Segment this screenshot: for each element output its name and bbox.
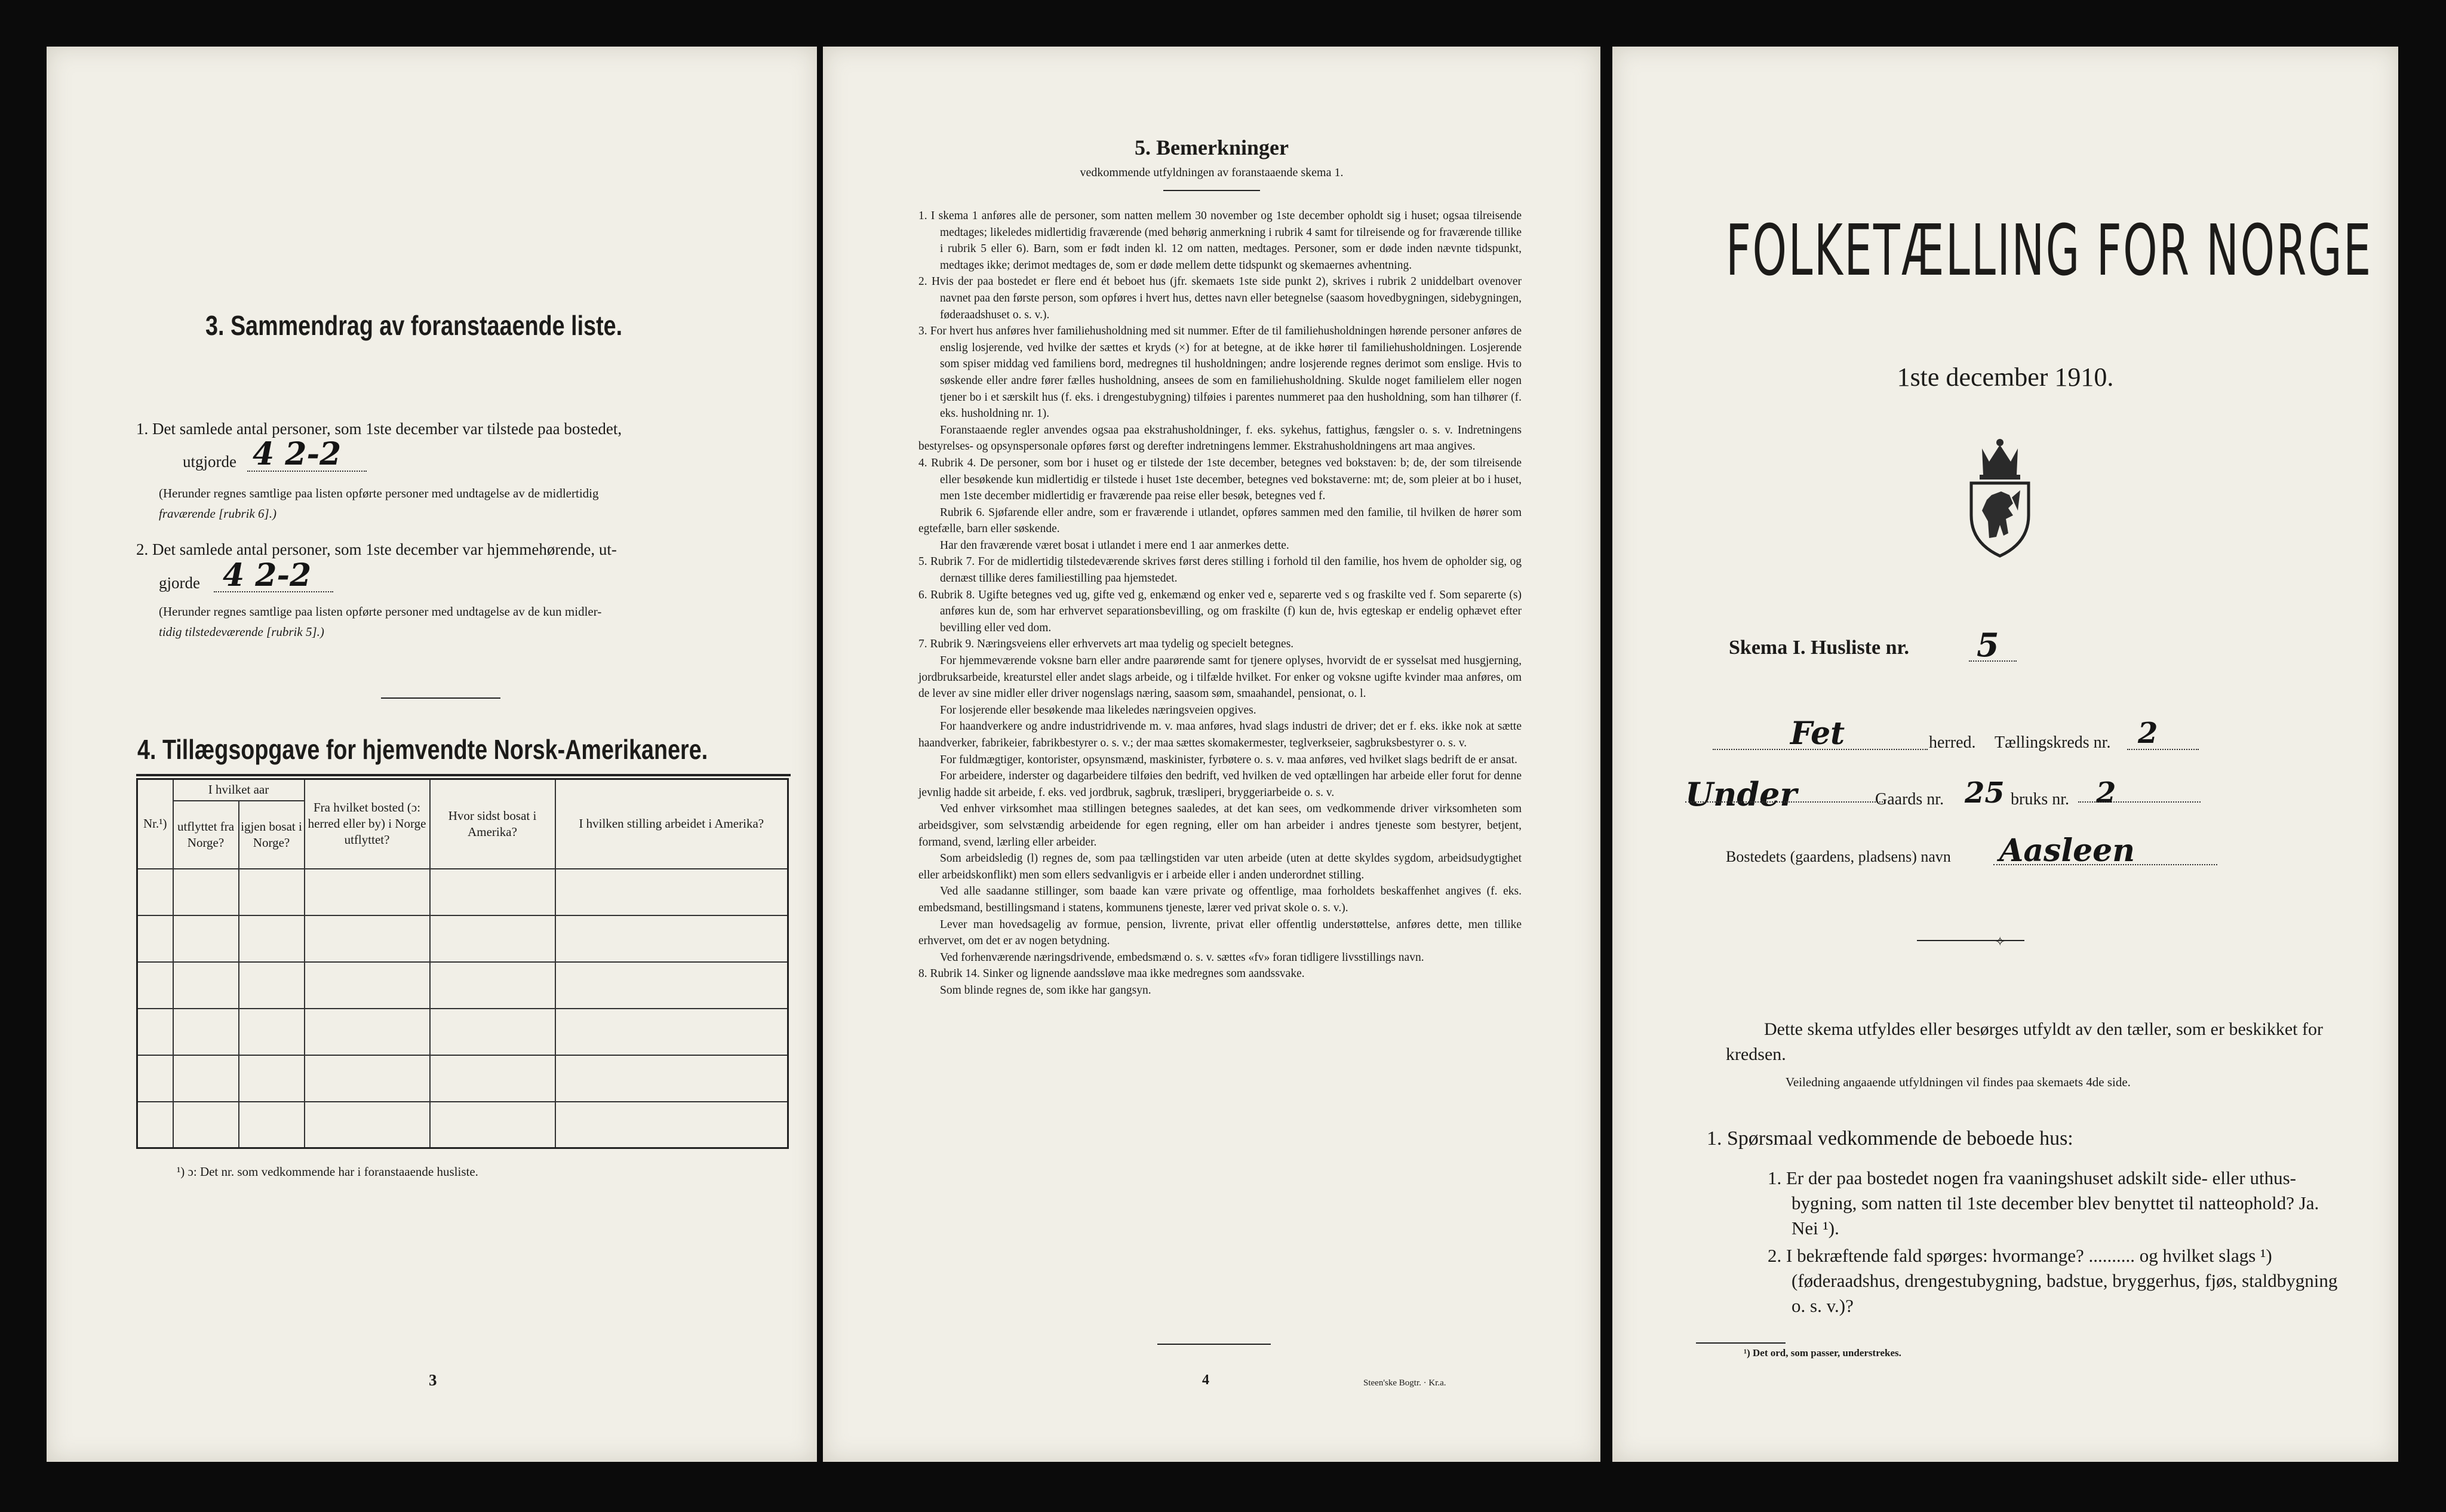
section3-title: 3. Sammendrag av foranstaaende liste.	[205, 310, 623, 341]
table-cell[interactable]	[173, 869, 239, 915]
remark-paragraph: 2. Hvis der paa bostedet er flere end ét beboet hus (jfr. skemaets 1ste side punkt 2), skrives i rubrik 2 uniddelbart ovenover navnet paa den første person, som opføres i hvert hus, dettes navn eller betegnelse (saasom hovedbygningen, sidebygningen, føderaadshuset o. s. v.).	[918, 275, 1522, 321]
item1-note-a: (Herunder regnes samtlige paa listen opførte personer med undtagelse av de midlertidig	[159, 486, 599, 500]
table-cell[interactable]	[137, 1009, 173, 1055]
page-number: 3	[429, 1371, 437, 1389]
skema-label: Skema I. Husliste nr.	[1729, 637, 1909, 659]
table-cell[interactable]	[555, 915, 788, 962]
remark-paragraph: 1. I skema 1 anføres alle de personer, som natten mellem 30 november og 1ste december opholdt sig i huset; ogsaa tilreisende medtages; likeledes midlertidig fraværende (med behørig anmerkning i rubrik 4 samt for tilreisende og for fraværende tillike i rubrik 5 eller 6). Barn, som er født inden kl. 12 om natten, medtages. Personer, som er døde inden nævnte tidspunkt, medtages ikke; derimot medtages de, som er døde mellem dette tidspunkt og skemaernes avhentning.	[918, 210, 1522, 272]
remark-paragraph: 4. Rubrik 4. De personer, som bor i huset og er tilstede der 1ste december, betegnes ved bokstaven: b; de, der som tilreisende eller besøkende kun midlertidig er tilstede i huset 1ste december, betegnes ved bokstaverne: mt; de, som pleier at bo i huset, men 1ste december midlertidig er fraværende paa reise eller besøk, betegnes ved f.	[918, 456, 1522, 503]
remark-paragraph: 3. For hvert hus anføres hver familiehusholdning med sit nummer. Efter de til familiehusholdningen hørende personer anføres de enslig losjerende, ved hvilke der sættes et kryds (×) for at betegne, at de ikke hører til familiehusholdningen. Losjerende som spiser middag ved familiens bord, medregnes til husholdningen; andre losjerende regnes derimot som enslige. Hvis to søskende eller andre fører fælles husholdning, ansees de som en familiehusholdning. Skulde noget familielem eller nogen tjener bo i et særskilt hus (f. eks. i drengestubygning) tilføies i parentes nummeret paa den husholdning, som han tilhører (f. eks. husholdning nr. 1).	[918, 325, 1522, 420]
table-cell[interactable]	[137, 1102, 173, 1148]
table-cell[interactable]	[137, 1055, 173, 1102]
ornament-icon: ✧	[1995, 934, 2006, 949]
item2-value[interactable]: 4 2-2	[223, 557, 312, 594]
table-cell[interactable]	[305, 1055, 430, 1102]
table-cell[interactable]	[173, 1102, 239, 1148]
header-hvor: Hvor sidst bosat i Amerika?	[430, 779, 555, 869]
table-cell[interactable]	[239, 1055, 305, 1102]
remark-paragraph: Lever man hovedsagelig av formue, pension, livrente, privat eller offentlig understøttelse, anføres dette, men tillike erhvervet, om det er av nogen betydning.	[918, 918, 1522, 948]
page-number: 4	[1202, 1372, 1209, 1388]
table-cell[interactable]	[173, 1009, 239, 1055]
page-left	[47, 47, 817, 1462]
item2-note-b: tidig tilstedeværende [rubrik 5].)	[159, 625, 324, 639]
table-cell[interactable]	[173, 962, 239, 1009]
remark-paragraph: For hjemmeværende voksne barn eller andre paarørende samt for tjenere oplyses, hvorvidt de er sysselsat med husgjerning, jordbruksarbeide, kreaturstel eller andet slags arbeide, og i tilfælde hvilket. For enker og voksne ugifte kvinder maa anføres, om de lever av sine midler eller driver nogenslags næring, saasom søm, smaahandel, pensionat, o. l.	[918, 654, 1522, 700]
section4-title: 4. Tillægsopgave for hjemvendte Norsk-Amerikanere.	[137, 734, 708, 765]
remark-paragraph: 7. Rubrik 9. Næringsveiens eller erhvervets art maa tydelig og specielt betegnes.	[918, 638, 1294, 651]
question-1: 1. Er der paa bostedet nogen fra vaaningshuset adskilt side- eller uthus-bygning, som natten til 1ste december blev benyttet til natteophold? Ja. Nei ¹).	[1768, 1167, 2319, 1239]
norsk-amerikanere-table	[136, 778, 789, 1149]
table-cell[interactable]	[239, 1102, 305, 1148]
table-cell[interactable]	[555, 1102, 788, 1148]
instruction-main: Dette skema utfyldes eller besørges utfyldt av den tæller, som er beskikket for kredsen.	[1726, 1019, 2323, 1064]
remark-paragraph: Foranstaaende regler anvendes ogsaa paa ekstrahusholdninger, f. eks. sykehus, fattighus, fængsler o. s. v. Indretningens bestyrelses- og opsynspersonale opføres først og derefter indretningens lemmer. Ekstrahusholdningens art maa angives.	[918, 423, 1522, 453]
table-cell[interactable]	[430, 1055, 555, 1102]
table-cell[interactable]	[305, 915, 430, 962]
census-date: 1ste december 1910.	[1897, 362, 2114, 392]
item2-note-a: (Herunder regnes samtlige paa listen opførte personer med undtagelse av de kun midler-	[159, 604, 602, 619]
header-nr: Nr.¹)	[137, 779, 173, 869]
remark-paragraph: For haandverkere og andre industridrivende m. v. maa anføres, hvad slags industri de driver; det er f. eks. ikke nok at sætte haandverker, fabrikeier, fabrikbestyrer o. s. v.; der maa sættes skomakermester, teglverkseier, sagbruksbestyrer o. s. v.	[918, 720, 1522, 749]
remark-paragraph: For arbeidere, inderster og dagarbeidere tilføies den bedrift, ved hvilken de ved optællingen har arbeide eller forut for denne jevnlig hadde sit arbeide, f. eks. ved jordbruk, sagbruk, træsliperi, bryggeriarbeide o. s. v.	[918, 770, 1522, 799]
table-cell[interactable]	[137, 962, 173, 1009]
instruction-note: Veiledning angaaende utfyldningen vil findes paa skemaets 4de side.	[1786, 1075, 2131, 1089]
table-footnote: ¹) ɔ: Det nr. som vedkommende har i foranstaaende husliste.	[177, 1164, 478, 1179]
remarks-body	[918, 208, 1522, 999]
remark-paragraph: 8. Rubrik 14. Sinker og lignende aandssløve maa ikke medregnes som aandssvake.	[918, 967, 1305, 981]
divider	[381, 697, 500, 699]
table-cell[interactable]	[137, 869, 173, 915]
remark-paragraph: For losjerende eller besøkende maa likeledes næringsveien opgives.	[940, 703, 1256, 717]
husliste-number[interactable]: 5	[1977, 626, 1999, 664]
item1-value[interactable]: 4 2-2	[253, 436, 342, 472]
footnote: ¹) Det ord, som passer, understrekes.	[1744, 1347, 1901, 1359]
bruks-label: bruks nr.	[2011, 790, 2069, 809]
table-cell[interactable]	[305, 1009, 430, 1055]
remarks-title: 5. Bemerkninger	[1135, 136, 1289, 159]
page-right	[1612, 47, 2398, 1462]
table-cell[interactable]	[173, 915, 239, 962]
item1-prefix: utgjorde	[183, 453, 236, 471]
census-title: FOLKETÆLLING FOR NORGE	[1726, 209, 2373, 291]
page-middle	[823, 47, 1600, 1462]
header-igjen: igjen bosat i Norge?	[239, 801, 305, 869]
table-cell[interactable]	[239, 869, 305, 915]
table-cell[interactable]	[555, 962, 788, 1009]
bosted-value[interactable]: Aasleen	[1999, 832, 2135, 869]
header-stilling: I hvilken stilling arbeidet i Amerika?	[555, 779, 788, 869]
remark-paragraph: Som arbeidsledig (l) regnes de, som paa tællingstiden var uten arbeide (uten at dette skyldes sygdom, arbeidsudygtighet eller arbeidskonflikt) men som ellers sedvanligvis er i arbeide eller i anden underordnet stilling.	[918, 852, 1522, 881]
table-cell[interactable]	[430, 1009, 555, 1055]
herred-value[interactable]: Fet	[1790, 715, 1845, 752]
bruks-value[interactable]: 2	[2096, 776, 2116, 810]
table-cell[interactable]	[239, 915, 305, 962]
remark-paragraph: Ved enhver virksomhet maa stillingen betegnes saaledes, at det kan sees, om vedkommende driver virksomheten som arbeidsgiver, som selvstændig arbeidende for egen regning, eller om han arbeider i andres tjeneste som bestyrer, betjent, formand, svend, lærling eller arbeider.	[918, 803, 1522, 849]
remark-paragraph: For fuldmægtiger, kontorister, opsynsmænd, maskinister, fyrbøtere o. s. v. maa anføres, ved hvilket slags bedrift de er ansat.	[940, 753, 1517, 766]
gaards-value[interactable]: 25	[1965, 776, 2005, 810]
table-cell[interactable]	[173, 1055, 239, 1102]
item2-text: 2. Det samlede antal personer, som 1ste december var hjemmehørende, ut-	[136, 540, 617, 558]
table-cell[interactable]	[305, 1102, 430, 1148]
remark-paragraph: Ved alle saadanne stillinger, som baade kan være private og offentlige, maa forholdets beskaffenhet angives (f. eks. embedsmand, bestillingsmand i statens, kommunens tjeneste, lærer ved privat skole o. s. v.).	[918, 885, 1522, 914]
questions-heading: 1. Spørsmaal vedkommende de beboede hus:	[1707, 1127, 2073, 1150]
remark-paragraph: 5. Rubrik 7. For de midlertidig tilstedeværende skrives først deres stilling i forhold til den familie, hos hvem de opholder sig, og dernæst tillike deres familiestilling paa hjemstedet.	[918, 555, 1522, 585]
table-cell[interactable]	[430, 869, 555, 915]
table-cell[interactable]	[137, 915, 173, 962]
table-cell[interactable]	[555, 1055, 788, 1102]
table-cell[interactable]	[305, 962, 430, 1009]
under-value[interactable]: Under	[1685, 775, 1797, 813]
herred-label: herred.	[1929, 733, 1976, 752]
kreds-label: Tællingskreds nr.	[1995, 733, 2111, 752]
kreds-value[interactable]: 2	[2138, 717, 2158, 750]
table-cell[interactable]	[239, 1009, 305, 1055]
remark-paragraph: Rubrik 6. Sjøfarende eller andre, som er fraværende i utlandet, opføres sammen med den familie, til hvilken de hører som egtefælle, barn eller søskende.	[918, 506, 1522, 536]
header-year-group: I hvilket aar	[173, 779, 305, 801]
item1-text: 1. Det samlede antal personer, som 1ste december var tilstede paa bostedet,	[136, 420, 622, 438]
table-cell[interactable]	[555, 869, 788, 915]
remark-paragraph: Ved forhenværende næringsdrivende, embedsmænd o. s. v. sættes «fv» foran tidligere livsstillings navn.	[940, 951, 1424, 964]
norway-coat-of-arms-icon	[1958, 438, 2042, 560]
table-cell[interactable]	[555, 1009, 788, 1055]
table-cell[interactable]	[430, 915, 555, 962]
bosted-label: Bostedets (gaardens, pladsens) navn	[1726, 848, 1951, 865]
header-fra: Fra hvilket bosted (ɔ: herred eller by) i Norge utflyttet?	[305, 779, 430, 869]
table-cell[interactable]	[239, 962, 305, 1009]
table-cell[interactable]	[430, 962, 555, 1009]
header-utflyttet: utflyttet fra Norge?	[173, 801, 239, 869]
question-2: 2. I bekræftende fald spørges: hvormange? .......... og hvilket slags ¹) (føderaadshus, drengestubygning, badstue, bryggerhus, fjøs, staldbygning o. s. v.)?	[1768, 1245, 2338, 1316]
gaards-label: Gaards nr.	[1875, 790, 1944, 809]
remark-paragraph: Har den fraværende været bosat i utlandet i mere end 1 aar anmerkes dette.	[940, 539, 1289, 552]
printer-mark: Steen'ske Bogtr. · Kr.a.	[1363, 1378, 1446, 1388]
table-cell[interactable]	[305, 869, 430, 915]
item1-note-b: fraværende [rubrik 6].)	[159, 506, 276, 521]
item2-prefix: gjorde	[159, 574, 200, 592]
table-cell[interactable]	[430, 1102, 555, 1148]
remark-paragraph: Som blinde regnes de, som ikke har gangsyn.	[940, 984, 1151, 997]
remarks-subtitle: vedkommende utfyldningen av foranstaaende skema 1.	[1080, 166, 1344, 179]
remark-paragraph: 6. Rubrik 8. Ugifte betegnes ved ug, gifte ved g, enkemænd og enker ved e, separerte ved s og fraskilte ved f. Som separerte (s) anføres kun de, som har erhvervet separationsbevilling, og om fraskilte (f) kun de, hvis egteskap er endelig ophævet efter bevilling eller ved dom.	[918, 588, 1522, 634]
